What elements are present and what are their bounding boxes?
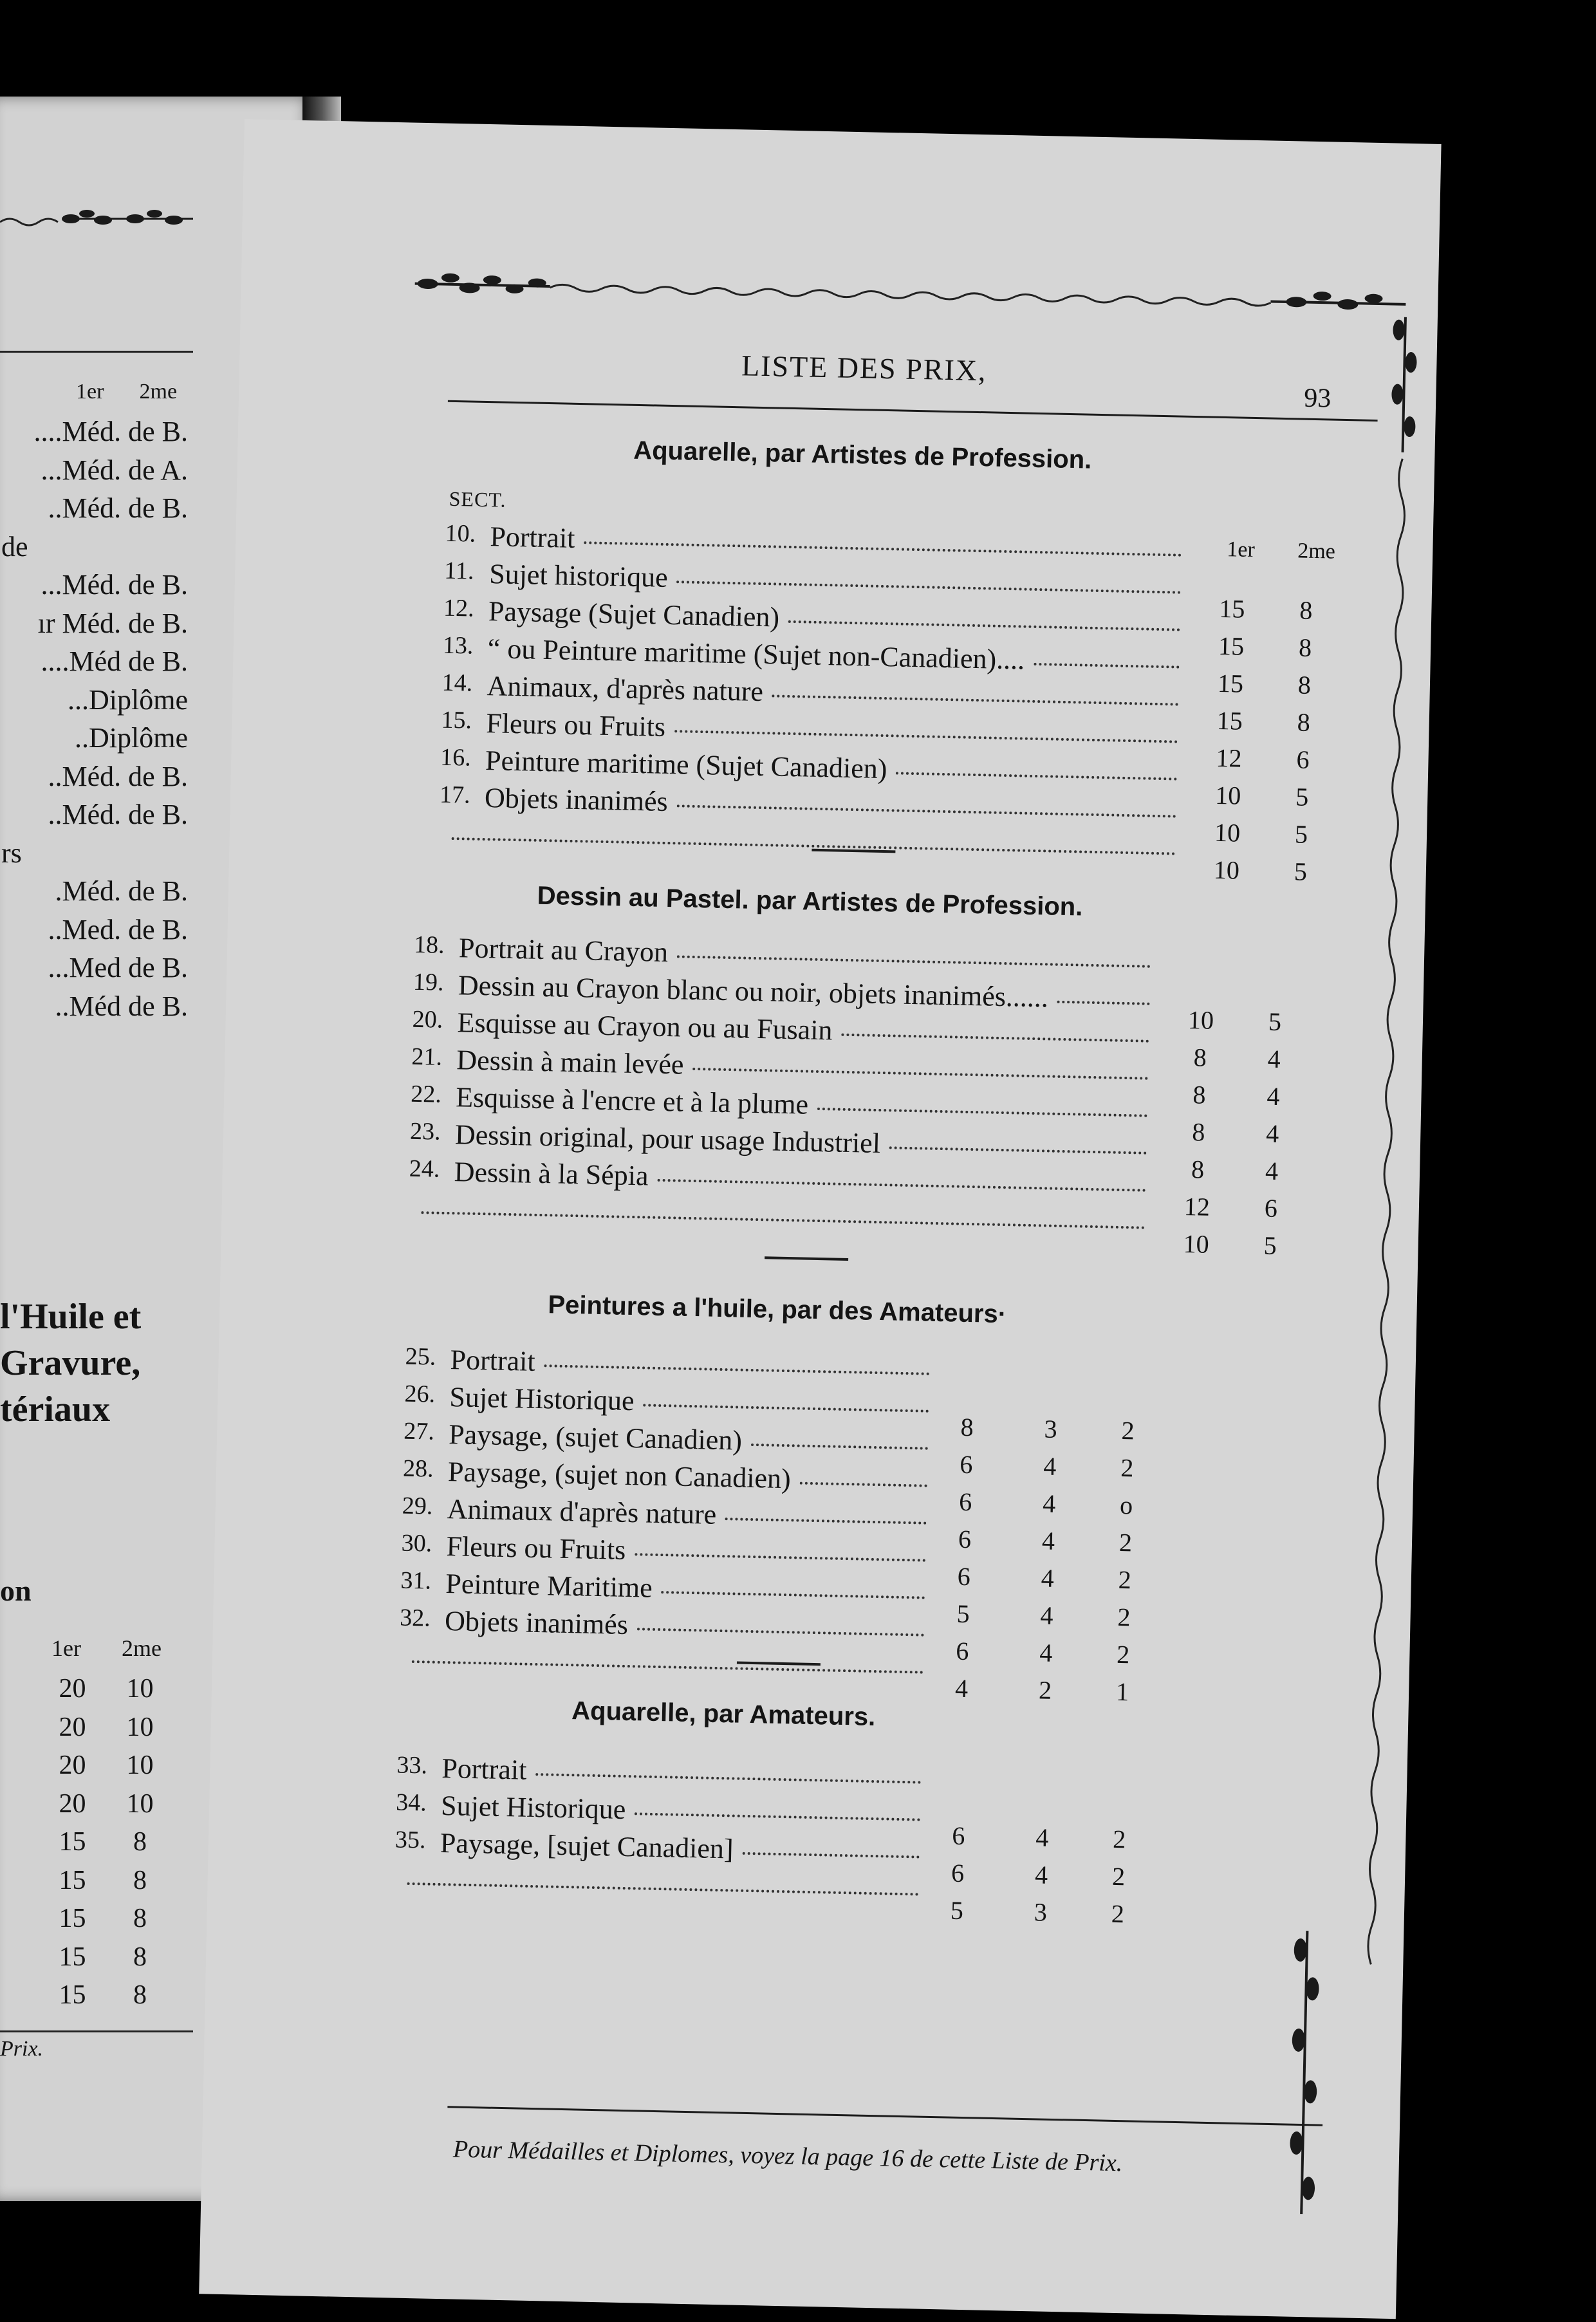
class-label: Animaux d'après nature [447, 1493, 717, 1530]
left-num-cell: 15 [59, 1980, 86, 2010]
left-section-heading [0, 1294, 141, 1433]
class-label: Dessin original, pour usage Industriel [454, 1119, 881, 1160]
section-title: Aquarelle, par Amateurs. [571, 1696, 876, 1732]
left-award-list [0, 415, 193, 1028]
prize-value: 4 [1041, 1526, 1055, 1556]
prize-value: 6 [1264, 1193, 1278, 1223]
dot-leader [637, 1628, 924, 1636]
prize-value: 8 [1297, 707, 1311, 737]
prize-value: 8 [1191, 1155, 1205, 1184]
left-num-row [39, 1865, 174, 1904]
left-num-cell: 8 [133, 1904, 147, 1933]
left-num-cell: 8 [133, 1980, 147, 2010]
prize-value: 12 [1183, 1191, 1211, 1221]
prize-value: 10 [1183, 1229, 1210, 1259]
left-list-line: ....Méd. de B. [33, 416, 188, 447]
prize-value: 5 [1294, 819, 1308, 849]
prize-value: 12 [1216, 743, 1243, 773]
prize-value: 6 [951, 1858, 965, 1888]
prize-value: 2 [1038, 1675, 1052, 1705]
prize-value: 6 [957, 1561, 971, 1592]
prize-table-huile-amateurs [398, 1342, 1332, 1707]
prize-value [1288, 557, 1326, 558]
dot-leader [452, 837, 1176, 855]
section-separator [765, 1256, 848, 1261]
prize-value [1101, 1786, 1140, 1787]
section-number: 33. [396, 1751, 428, 1779]
prize-value: 6 [958, 1487, 972, 1517]
class-label: Dessin à la Sépia [454, 1156, 649, 1192]
prize-value: 5 [1268, 1007, 1282, 1037]
prize-value: 4 [1039, 1638, 1053, 1667]
left-num-row [39, 1942, 174, 1980]
left-num-cell: 10 [126, 1751, 154, 1780]
floral-corner-icon [1269, 1924, 1340, 2221]
left-list-line: ....Méd de B. [41, 646, 188, 677]
dot-leader [584, 541, 1182, 556]
prize-value: 8 [1193, 1043, 1207, 1072]
left-list-line: ..Méd de B. [55, 990, 188, 1022]
prize-table-aquarelle-pro [438, 519, 1372, 886]
class-label: Paysage, (sujet Canadien) [448, 1418, 743, 1456]
prize-value [1109, 1378, 1148, 1379]
left-heading-line: l'Huile et [0, 1297, 142, 1337]
prize-value [949, 1374, 987, 1375]
prize-value: 3 [1044, 1414, 1058, 1444]
class-label: Dessin à main levée [456, 1044, 685, 1081]
left-num-row [39, 1980, 174, 2018]
floral-border-icon [408, 257, 1413, 330]
prize-value: 2 [1116, 1639, 1130, 1669]
left-num-headers [51, 1635, 186, 1662]
dot-leader [692, 1068, 1148, 1080]
col-header-2me: 2me [1297, 539, 1336, 564]
left-list-line: ...Med de B. [48, 952, 188, 983]
dot-leader [535, 1773, 921, 1784]
prize-value: 4 [1267, 1081, 1281, 1111]
prize-value: 2 [1117, 1602, 1131, 1632]
dot-leader [412, 1660, 923, 1674]
dot-leader [677, 955, 1151, 967]
left-footer-rule [0, 2030, 193, 2032]
prize-value: 6 [1296, 745, 1310, 774]
left-num-cell: 8 [133, 1865, 147, 1895]
left-num-cell: 15 [59, 1904, 86, 1933]
class-label: Sujet Historique [449, 1381, 635, 1417]
prize-value: 10 [1213, 855, 1240, 885]
dot-leader [1057, 1001, 1150, 1005]
prize-value: 15 [1217, 668, 1244, 698]
left-num-row [39, 1903, 174, 1942]
prize-value: 4 [1042, 1489, 1056, 1518]
prize-value: 5 [1294, 857, 1308, 886]
prize-value: 4 [1040, 1601, 1054, 1630]
section-number: 11. [443, 557, 474, 585]
left-num-row [39, 1826, 174, 1865]
section-number: 25. [405, 1342, 436, 1371]
section-number: 17. [439, 781, 471, 809]
section-number: 24. [409, 1155, 440, 1183]
left-footnote-fragment: Prix. [0, 2037, 44, 2061]
prize-value: 8 [1191, 1117, 1205, 1147]
dot-leader [725, 1518, 927, 1525]
class-label: Dessin au Crayon blanc ou noir, objets inanimés...... [458, 969, 1049, 1014]
section-title: Dessin au Pastel. par Artistes de Profession. [537, 881, 1083, 922]
page-number: 93 [1303, 383, 1332, 414]
class-label: Objets inanimés [484, 782, 669, 818]
right-page [199, 119, 1441, 2319]
class-label: Sujet historique [488, 558, 669, 593]
section-number: 23. [409, 1117, 441, 1146]
section-title: Peintures a l'huile, par des Amateurs· [548, 1290, 1007, 1329]
left-num-cell: 15 [59, 1865, 86, 1895]
dot-leader [635, 1812, 920, 1821]
left-col-headers [76, 380, 205, 404]
prize-value [1032, 1376, 1071, 1377]
left-col-header: 2me [139, 380, 178, 404]
class-label: Peinture maritime (Sujet Canadien) [485, 745, 887, 785]
prize-value: 10 [1187, 1005, 1214, 1035]
left-num-header: 1er [51, 1635, 81, 1661]
dot-leader [658, 1179, 1146, 1192]
left-list-line: ..Méd. de B. [48, 760, 188, 792]
left-list-line: .Méd. de B. [55, 875, 188, 907]
dot-leader [643, 1404, 929, 1412]
prize-value: 6 [958, 1524, 972, 1554]
prize-value: 2 [1118, 1565, 1132, 1595]
footer-rule [447, 2106, 1322, 2126]
section-number: 18. [413, 931, 445, 959]
prize-table-aquarelle-amateurs [394, 1751, 1324, 1929]
section-number: 22. [410, 1080, 442, 1108]
class-label: Objets inanimés [444, 1605, 629, 1640]
prize-value: 4 [1035, 1823, 1049, 1852]
header-rule [448, 400, 1378, 422]
dot-leader [674, 730, 1178, 743]
section-number: 30. [401, 1529, 432, 1557]
section-number: 26. [404, 1380, 436, 1408]
prize-value: 1 [1115, 1676, 1129, 1707]
section-number: 15. [441, 706, 472, 734]
prize-value: 10 [1214, 817, 1241, 848]
dot-leader [800, 1482, 927, 1487]
left-num-cell: 20 [59, 1751, 86, 1780]
prize-value: 5 [1295, 782, 1309, 812]
left-num-row [39, 1712, 174, 1751]
sect-label: SECT. [449, 487, 506, 512]
class-label: Esquisse à l'encre et à la plume [455, 1081, 809, 1120]
left-num-cell: 20 [59, 1788, 86, 1819]
prize-value: 8 [1192, 1080, 1207, 1110]
section-number: 21. [411, 1043, 443, 1071]
prize-table-pastel-pro [408, 931, 1341, 1260]
floral-ornament-icon [0, 200, 200, 238]
dot-leader [635, 1553, 925, 1561]
class-label: Peinture Maritime [445, 1568, 653, 1604]
left-header-rule [0, 351, 193, 353]
left-list-line: de [1, 530, 28, 562]
section-number: 20. [412, 1005, 443, 1034]
prize-value: 8 [960, 1412, 974, 1442]
left-num-cell: 15 [59, 1827, 86, 1857]
running-head: LISTE DES PRIX, [741, 349, 988, 387]
dot-leader [661, 1591, 925, 1599]
prize-value: 15 [1218, 593, 1245, 624]
class-label: Portrait au Crayon [458, 932, 669, 969]
left-list-line: ..Méd. de B. [48, 492, 188, 524]
class-label: Portrait [489, 521, 575, 554]
section-number: 10. [445, 519, 476, 548]
prize-value [1214, 556, 1252, 557]
section-number: 34. [395, 1788, 427, 1817]
prize-value: 6 [955, 1636, 969, 1666]
prize-value: 15 [1216, 705, 1243, 736]
prize-value [1183, 967, 1221, 968]
left-heading-line: tériaux [0, 1389, 111, 1429]
dot-leader [772, 694, 1178, 705]
class-label: Paysage (Sujet Canadien) [488, 595, 780, 633]
class-label: Sujet Historique [440, 1789, 626, 1825]
section-number: 19. [413, 968, 444, 996]
prize-value: 2 [1121, 1415, 1135, 1445]
left-num-row [39, 1788, 174, 1827]
left-num-cell: 10 [126, 1788, 154, 1819]
dot-leader [421, 1211, 1145, 1229]
prize-value: 6 [959, 1449, 973, 1480]
dot-leader [676, 580, 1181, 593]
prize-value: 4 [1265, 1119, 1279, 1149]
class-label: Animaux, d'après nature [487, 670, 764, 708]
left-prize-numbers [39, 1673, 174, 2018]
prize-value: 2 [1111, 1899, 1125, 1929]
left-list-line: ...Méd. de B. [41, 569, 188, 600]
left-num-cell: 8 [133, 1942, 147, 1972]
left-col-header: 1er [76, 380, 104, 404]
left-heading-line: Gravure, [0, 1343, 141, 1383]
prize-value: 2 [1120, 1453, 1134, 1483]
section-number: 35. [394, 1826, 426, 1854]
footnote: Pour Médailles et Diplomes, voyez la page 16 de cette Liste de Prix. [452, 2135, 1123, 2177]
class-label: Paysage, (sujet non Canadien) [447, 1456, 792, 1495]
left-num-row [39, 1750, 174, 1788]
dot-leader [1034, 663, 1179, 669]
dot-leader [544, 1364, 929, 1375]
section-title: Aquarelle, par Artistes de Profession. [633, 436, 1092, 474]
left-num-cell: 20 [59, 1674, 86, 1704]
prize-value: 4 [1265, 1156, 1279, 1185]
prize-value: 8 [1299, 595, 1313, 625]
section-number: 31. [400, 1566, 432, 1595]
section-number: 16. [440, 743, 472, 772]
left-list-line: ...Méd. de A. [41, 454, 188, 486]
class-label: Portrait [450, 1344, 536, 1377]
col-header-1er: 1er [1226, 537, 1256, 562]
class-label: “ ou Peinture maritime (Sujet non-Canadien).... [487, 633, 1025, 676]
section-number: 12. [443, 594, 475, 622]
left-num-cell: 8 [133, 1827, 147, 1857]
prize-value: 3 [1034, 1897, 1048, 1927]
prize-value: 4 [1267, 1044, 1281, 1074]
prize-value: 8 [1298, 633, 1312, 662]
left-subheading: on [0, 1574, 32, 1607]
left-num-cell: 15 [59, 1942, 86, 1972]
dot-leader [677, 804, 1176, 817]
prize-value: 5 [1263, 1231, 1277, 1260]
prize-value: o [1119, 1490, 1133, 1520]
prize-value: 10 [1214, 780, 1241, 810]
prize-value: 8 [1297, 670, 1312, 700]
class-label: Portrait [441, 1752, 527, 1786]
dot-leader [889, 1146, 1147, 1154]
prize-value: 4 [1041, 1563, 1055, 1593]
left-list-line: ır Méd. de B. [37, 607, 188, 639]
prize-value: 2 [1112, 1824, 1126, 1854]
dot-leader [788, 620, 1180, 631]
dot-leader [896, 772, 1177, 780]
left-list-line: ..Med. de B. [48, 913, 188, 945]
dot-leader [751, 1444, 928, 1450]
left-num-row [39, 1673, 174, 1712]
section-number: 29. [402, 1492, 433, 1520]
prize-value: 2 [1111, 1861, 1126, 1891]
section-number: 32. [399, 1604, 431, 1632]
left-list-line: ..Diplôme [75, 722, 188, 754]
left-list-line: rs [1, 837, 22, 869]
left-num-cell: 10 [126, 1712, 154, 1742]
prize-value: 2 [1118, 1527, 1133, 1557]
class-label: Fleurs ou Fruits [485, 707, 666, 743]
left-num-cell: 10 [126, 1674, 154, 1704]
prize-value: 15 [1218, 631, 1245, 661]
dot-leader [841, 1034, 1149, 1043]
prize-value: 5 [950, 1895, 964, 1925]
left-num-cell: 20 [59, 1712, 86, 1742]
section-number: 14. [441, 669, 473, 697]
dot-leader [407, 1882, 919, 1896]
prize-value: 6 [951, 1821, 965, 1851]
prize-value: 4 [1034, 1860, 1048, 1890]
prize-value: 5 [956, 1599, 970, 1629]
dot-leader [743, 1852, 920, 1859]
section-number: 13. [442, 631, 474, 660]
section-number: 27. [403, 1417, 435, 1445]
section-number: 28. [402, 1454, 434, 1483]
left-list-line: ...Diplôme [68, 683, 188, 716]
prize-value: 4 [1043, 1451, 1057, 1481]
dot-leader [817, 1108, 1147, 1117]
class-label: Fleurs ou Fruits [446, 1530, 626, 1566]
prize-value: 4 [954, 1673, 969, 1704]
left-list-line: ..Méd. de B. [48, 799, 188, 830]
class-label: Paysage, [sujet Canadien] [440, 1826, 734, 1865]
class-label: Esquisse au Crayon ou au Fusain [457, 1007, 833, 1046]
left-num-header: 2me [122, 1635, 162, 1661]
